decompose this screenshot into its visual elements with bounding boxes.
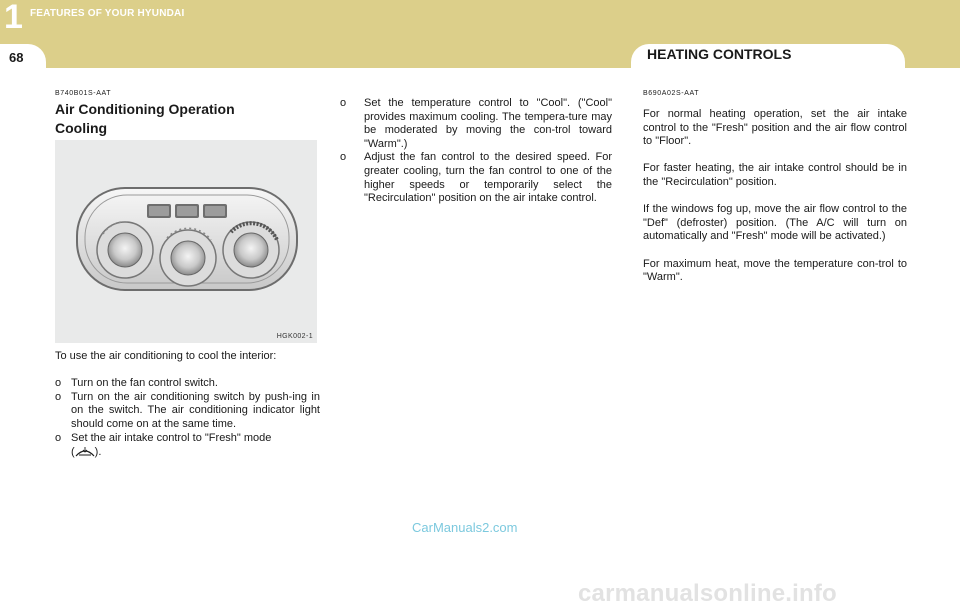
- list-item: o Set the air intake control to "Fresh" mode ( ).: [55, 431, 272, 459]
- footer-watermark: carmanualsonline.info: [578, 580, 837, 607]
- ac-button: [147, 204, 171, 218]
- list-item: o Turn on the fan control switch.: [55, 377, 218, 390]
- chapter-number: 1: [4, 0, 23, 36]
- bullet-marker: o: [55, 431, 62, 444]
- fresh-air-icon: [75, 445, 95, 457]
- image-caption: HGK002-1: [276, 333, 313, 340]
- paragraph: For maximum heat, move the temperature con-trol to "Warm".: [643, 257, 907, 284]
- recirculation-button: [203, 204, 227, 218]
- site-watermark[interactable]: CarManuals2.com: [412, 520, 518, 535]
- chapter-title: FEATURES OF YOUR HYUNDAI: [30, 8, 185, 19]
- climate-panel-illustration: [55, 140, 317, 343]
- page-heading: [55, 100, 235, 138]
- paragraph: For faster heating, the air intake control should be in the "Recirculation" position.: [643, 162, 907, 188]
- list-item: o Set the temperature control to "Cool". ("Cool" provides maximum cooling. The tempera-ture may be moderated by moving the con-trol toward "Warm".): [340, 97, 612, 150]
- paragraph: If the windows fog up, move the air flow control to the "Def" (defroster) position. (The A/C will turn on automatically and "Fresh" mode will be activated.): [643, 203, 907, 243]
- left-text: [55, 350, 320, 460]
- middle-text: [340, 97, 612, 206]
- section-code: B690A02S-AAT: [643, 90, 700, 97]
- climate-control-photo: [55, 140, 317, 343]
- list-item: o Adjust the fan control to the desired speed. For greater cooling, turn the fan control to one of the higher speeds or temporarily select the "Recirculation" position on the air intake control.: [340, 151, 612, 205]
- list-item: o Turn on the air conditioning switch by push-ing in on the switch. The air conditioning indicator light should come on at the same time.: [55, 390, 320, 430]
- section-title: HEATING CONTROLS: [647, 46, 792, 62]
- bullet-marker: o: [55, 390, 62, 403]
- heading-line-1: Air Conditioning Operation: [55, 101, 235, 117]
- heading-line-2: Cooling: [55, 120, 108, 136]
- bullet-marker: o: [55, 377, 62, 390]
- intro-text: To use the air conditioning to cool the interior:: [55, 350, 277, 362]
- bullet-marker: o: [340, 151, 347, 164]
- bullet-marker: o: [340, 97, 347, 109]
- fresh-air-button: [175, 204, 199, 218]
- section-code: B740B01S-AAT: [55, 90, 112, 97]
- right-text: [643, 108, 907, 285]
- page-number: 68: [9, 50, 24, 65]
- paragraph: For normal heating operation, set the air intake control to the "Fresh" position and the air flow control to "Floor".: [643, 108, 907, 148]
